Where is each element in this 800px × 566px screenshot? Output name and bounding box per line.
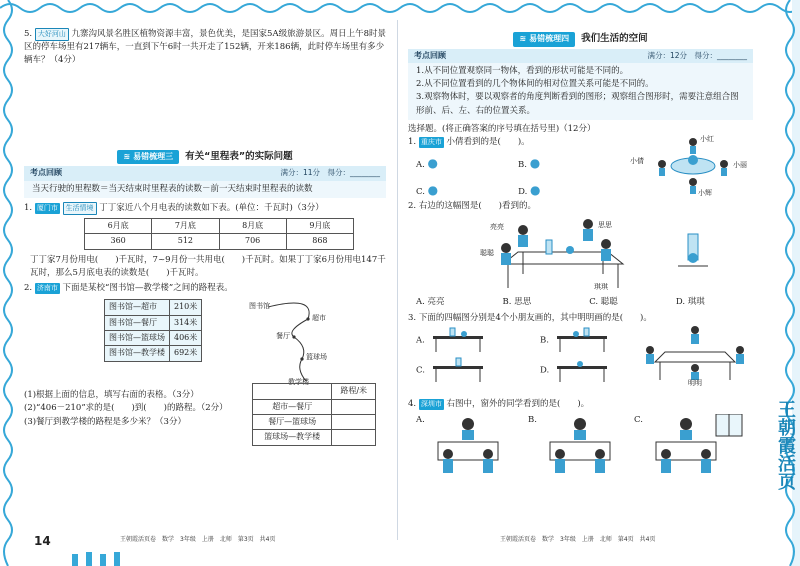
table-scene bbox=[488, 212, 638, 292]
meter-header: 8月底 bbox=[219, 218, 286, 233]
classroom-b bbox=[540, 414, 620, 480]
distance-cell: 406米 bbox=[170, 331, 202, 346]
classroom-c bbox=[646, 414, 746, 480]
question-5 bbox=[24, 28, 386, 68]
region-tag: 重庆市 bbox=[420, 137, 442, 146]
option-b: B. 思思 bbox=[502, 296, 532, 307]
option-c: C. bbox=[634, 414, 746, 480]
distance-cell: 314米 bbox=[170, 315, 202, 330]
name-mingming: 明明 bbox=[688, 378, 702, 387]
distance-table bbox=[104, 299, 202, 362]
question-4 bbox=[408, 398, 753, 488]
name-liangliang: 亮亮 bbox=[490, 222, 504, 231]
score-line: 满分：11分 得分：________ bbox=[280, 168, 380, 178]
question-text: 下面的四幅图分别是4个小朋友画的，其中明明画的是( )。 bbox=[418, 312, 652, 323]
distance-cell: 692米 bbox=[170, 346, 202, 361]
section-pill: ≋ 易错梳理三 bbox=[117, 150, 179, 164]
four-children-scene bbox=[640, 322, 750, 382]
section-3-title bbox=[24, 150, 386, 165]
option-a: A. bbox=[416, 326, 488, 354]
meter-value: 706 bbox=[219, 234, 286, 249]
meter-header: 6月底 bbox=[85, 218, 152, 233]
question-2-figures bbox=[24, 297, 386, 389]
route-cell: 图书馆—超市 bbox=[105, 300, 170, 315]
page-divider bbox=[397, 20, 398, 540]
elephant-icon: ● bbox=[427, 182, 439, 197]
question-number: 4. bbox=[408, 398, 417, 409]
sub-question-2: (2)“406－210”求的是( )到( )的路程。（2分） bbox=[24, 403, 228, 414]
question-1 bbox=[408, 136, 753, 200]
meter-value: 868 bbox=[286, 234, 353, 249]
option-d: D. 琪琪 bbox=[675, 296, 705, 307]
meter-value: 512 bbox=[152, 234, 219, 249]
answer-route: 超市—餐厅 bbox=[253, 399, 332, 414]
question-number: 2. bbox=[408, 200, 417, 211]
right-footer: 王朝霞活页卷 数学 3年级 上册 北师 第4页 共4页 bbox=[500, 536, 656, 543]
map-label-court: 篮球场 bbox=[306, 353, 327, 362]
question-text: 丁丁家近八个月电表的读数如下表。(单位：千瓦时)（3分） bbox=[99, 202, 324, 213]
section-name: 有关“里程表”的实际问题 bbox=[185, 150, 293, 162]
view-result-figure bbox=[678, 232, 708, 272]
page-number: 14 bbox=[34, 534, 51, 548]
sub-question-1: (1)根据上面的信息，填写右面的表格。（3分） bbox=[24, 390, 199, 401]
question-text: 小倩看到的是( )。 bbox=[446, 136, 530, 147]
answer-route: 餐厅—篮球场 bbox=[253, 415, 332, 430]
bottom-bar-decoration bbox=[72, 548, 132, 566]
name-xiaohong: 小红 bbox=[700, 134, 714, 143]
map-label-building: 教学楼 bbox=[288, 378, 309, 387]
drawing-c bbox=[428, 356, 488, 384]
name-congcong: 聪聪 bbox=[480, 248, 494, 257]
q1-options bbox=[416, 154, 616, 199]
top-wave-border bbox=[0, 0, 800, 14]
classroom-a bbox=[428, 414, 508, 480]
answer-route: 篮球场—教学楼 bbox=[253, 430, 332, 445]
left-page bbox=[24, 18, 386, 469]
question-2-subs bbox=[24, 386, 386, 469]
elephant-icon: ● bbox=[427, 155, 439, 170]
question-2 bbox=[408, 200, 753, 312]
elephant-icon: ● bbox=[530, 182, 541, 197]
review-point: 3.观察物体时，要以观察者的角度判断看到的图形；观察组合图形时，需要注意组合图形前、后、左、右的位置关系。 bbox=[416, 92, 739, 116]
key-review-body bbox=[408, 63, 753, 120]
key-review-header: 考点回顾 满分：12分 得分：________ bbox=[408, 49, 753, 63]
map-label-supermarket: 超市 bbox=[312, 314, 326, 323]
key-review-header: 考点回顾 满分：11分 得分：________ bbox=[24, 166, 386, 180]
question-number: 2. bbox=[24, 283, 33, 294]
option-b: B. bbox=[528, 414, 620, 480]
name-sisi: 思思 bbox=[598, 220, 612, 229]
name-xiaoqian: 小倩 bbox=[630, 156, 644, 165]
answer-table bbox=[252, 383, 376, 446]
question-1 bbox=[24, 202, 386, 215]
answer-table-head: 路程/米 bbox=[332, 384, 376, 399]
children-around-elephant bbox=[648, 134, 738, 200]
question-number: 1. bbox=[24, 202, 33, 213]
choice-intro: 选择题。(将正确答案的序号填在括号里)（12分） bbox=[408, 123, 596, 134]
option-a: A. ● bbox=[416, 155, 439, 170]
drawing-a bbox=[428, 326, 488, 354]
question-number: 3. bbox=[408, 312, 417, 323]
wave-icon: ≋ bbox=[123, 151, 131, 161]
brand-logo: 王朝霞活页 bbox=[775, 400, 796, 490]
option-c: C. bbox=[416, 356, 488, 384]
question-text: 下面是某校“图书馆—教学楼”之间的路程表。 bbox=[62, 283, 233, 294]
name-xiaohui: 小辉 bbox=[698, 188, 712, 197]
meter-header: 7月底 bbox=[152, 218, 219, 233]
name-qiqi: 琪琪 bbox=[594, 282, 608, 291]
section-pill: ≋ 易错梳理四 bbox=[513, 32, 575, 46]
option-a: A. bbox=[416, 414, 508, 480]
route-cell: 图书馆—餐厅 bbox=[105, 315, 170, 330]
score-line: 满分：12分 得分：________ bbox=[647, 50, 747, 60]
map-label-canteen: 餐厅 bbox=[276, 332, 290, 341]
drawing-b bbox=[552, 326, 612, 354]
meter-value: 360 bbox=[85, 234, 152, 249]
option-b: B. ● bbox=[518, 155, 541, 170]
question-number: 1. bbox=[408, 136, 417, 147]
meter-table bbox=[84, 218, 354, 250]
route-cell: 图书馆—篮球场 bbox=[105, 331, 170, 346]
option-a: A. 亮亮 bbox=[416, 296, 445, 307]
review-point: 2.从不同位置看到的几个物体间的相对位置关系可能是不同的。 bbox=[416, 79, 654, 90]
question-text: 九寨沟风景名胜区植物资源丰富，景色优美，是国家5A级旅游景区。周日上午8时景区的停车场里有217辆车，一直到下午6时一共开走了152辆，开来186辆，此时停车场里有多少辆车？（4分） bbox=[24, 29, 386, 66]
context-tag: 生活情境 bbox=[63, 202, 97, 215]
review-point: 1.从不同位置观察同一物体，看到的形状可能是不同的。 bbox=[416, 66, 629, 77]
option-d: D. bbox=[540, 356, 612, 384]
elephant-icon: ● bbox=[529, 155, 541, 170]
meter-header: 9月底 bbox=[286, 218, 353, 233]
wave-icon: ≋ bbox=[519, 34, 527, 44]
sub-question-3: (3)餐厅到教学楼的路程是多少米？（3分） bbox=[24, 416, 186, 427]
question-text: 右图中，窗外的同学看到的是( )。 bbox=[446, 398, 590, 409]
q2-options bbox=[416, 296, 705, 309]
question-1-fill: 丁丁家7月份用电( )千瓦时，7~9月份一共用电( )千瓦时。如果丁丁家6月份用电147千瓦时，那么5月底电表的读数是( )千瓦时。 bbox=[30, 254, 386, 278]
key-review-body: 当天行驶的里程数＝当天结束时里程表的读数－前一天结束时里程表的读数 bbox=[24, 181, 386, 198]
answer-space bbox=[24, 70, 386, 146]
left-wave-border bbox=[0, 0, 18, 566]
name-xiaoli: 小丽 bbox=[733, 160, 747, 169]
option-b: B. bbox=[540, 326, 612, 354]
region-tag: 厦门市 bbox=[36, 203, 58, 212]
region-tag: 济南市 bbox=[36, 284, 58, 293]
question-number: 5. bbox=[24, 29, 33, 39]
route-cell: 图书馆—教学楼 bbox=[105, 346, 170, 361]
region-tag: 深圳市 bbox=[420, 399, 442, 408]
question-text: 右边的这幅图是( )看到的。 bbox=[418, 200, 536, 211]
option-d: D. ● bbox=[518, 182, 541, 197]
left-footer: 王朝霞活页卷 数学 3年级 上册 北师 第3页 共4页 bbox=[120, 536, 276, 543]
right-page bbox=[408, 18, 753, 488]
section-name: 我们生活的空间 bbox=[581, 33, 648, 44]
question-3 bbox=[408, 312, 753, 398]
section-4-title bbox=[408, 32, 753, 47]
option-c: C. 聪聪 bbox=[589, 296, 618, 307]
region-tag: 大好河山 bbox=[35, 28, 69, 41]
map-label-library: 图书馆 bbox=[249, 302, 270, 311]
question-2 bbox=[24, 282, 386, 295]
distance-cell: 210米 bbox=[170, 300, 202, 315]
drawing-d bbox=[552, 356, 612, 384]
option-c: C. ● bbox=[416, 182, 439, 197]
